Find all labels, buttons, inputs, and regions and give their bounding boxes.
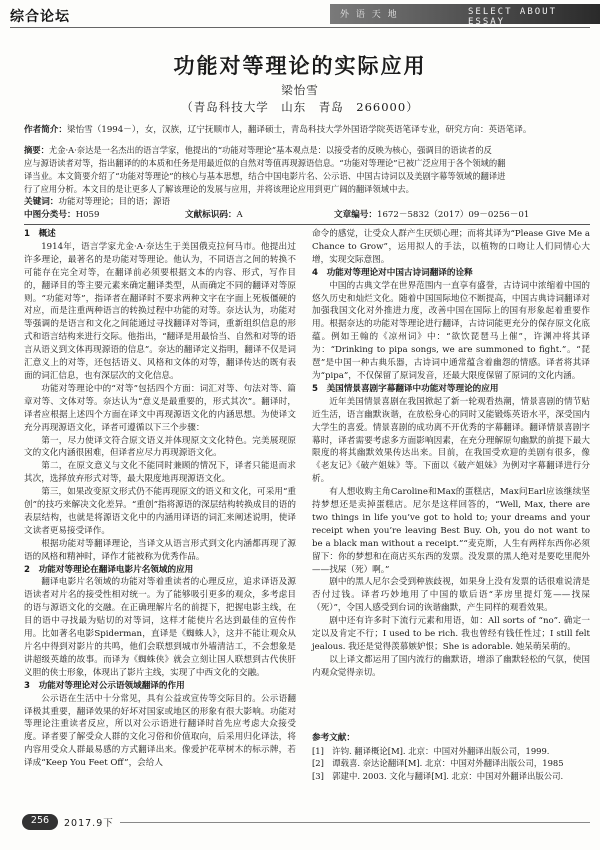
keywords-text: 功能对等理论；目的语；源语 (58, 197, 171, 207)
abstract-label: 摘要： (24, 145, 49, 155)
abstract-line: 行了应用分析。本文目的是让更多人了解该理论的发展与应用，并将该理论应用到更广阔的翻译领域中去。 (24, 184, 414, 194)
abstract-line: 摘要：尤金·A·奈达是一名杰出的语言学家，他提出的“功能对等理论”基本观点是：以接受者的反映为核心，强调目的语读者的反 (24, 145, 492, 155)
reference-item: [3] 郭建中. 2003. 文化与翻译[M]. 北京：中国对外翻译出版公司. (312, 770, 564, 781)
body-paragraph: 以上译文都运用了国内流行的幽默语，增添了幽默轻松的气氛，使国内观众觉得亲切。 (312, 654, 590, 678)
body-paragraph: 有人想收购主角Caroline和Max的蛋糕店，Max问Earl应该继续坚持梦想还是卖掉蛋糕店。尼尔是这样回答的，“Well, Max, there are two things in life you’ve got to hold to; your dreams and your receipt when you’re leaving Best Buy. Oh, you do not want to be a black man without a receipt.”“麦克斯，人生有两样东西你必须留下：你的梦想和在商店买东西的发票。没发票的黑人绝对是要吃里爬外——找屎（死）啊。” (312, 487, 590, 575)
article-id: 文章编号：1672－5832（2017）09－0256－01 (334, 210, 530, 220)
paper-title: 功能对等理论的实际应用 (173, 54, 427, 78)
section-heading: 3 功能对等理论对公示语领域翻译的作用 (24, 680, 185, 691)
abstract-line: 译当业。本文简要介绍了“功能对等理论”的核心与基本思想，结合中国电影片名、公示语、中国古诗词以及美剧字幕等领域的翻译进 (24, 171, 506, 181)
references (312, 732, 590, 782)
reference-item: [1] 许钧. 翻译概论[M]. 北京：中国对外翻译出版公司，1999. (312, 745, 550, 756)
body-paragraph: 第二，在原文意义与文化不能同时兼顾的情况下，译者只能退而求其次，选择放弃形式对等，最大限度地再现源语文化。 (24, 461, 296, 485)
section-heading: 5 美国情景喜剧字幕翻译中功能对等理论的应用 (312, 383, 499, 394)
right-column (312, 228, 590, 680)
section-label: 综合论坛 (10, 9, 70, 25)
left-column (24, 228, 296, 770)
clc-number: H059 (75, 210, 100, 220)
body-paragraph: 功能对等理论中的“对等”包括四个方面：词汇对等、句法对等、篇章对等、文体对等。奈达认为“意义是最重要的，形式其次”。翻译时，译者应根据上述四个方面在译文中再现源语文化的内涵思想。为使译文充分再现源语文化，译者可遵循以下三个步骤： (24, 383, 296, 433)
classification-line: 中图分类号：H059 文献标识码：A (24, 210, 243, 220)
reference-item: [2] 谭载喜. 奈达论翻译[M]. 北京：中国对外翻译出版公司，1985 (312, 758, 564, 769)
body-paragraph: 第三，如果改变原文形式仍不能再现原文的语义和文化，可采用“重创”的技巧来解决文化差异。“重创”指将源语的深层结构转换成目的语的表层结构，也就是将源语文化中的内涵用译语的词汇来阐述说明，使译文读者更易接受译作。 (24, 487, 296, 536)
section-heading: 2 功能对等理论在翻译电影片名领域的应用 (24, 564, 194, 575)
keywords (24, 196, 584, 209)
document-code: A (236, 210, 243, 220)
running-header (0, 0, 600, 30)
body-paragraph: 1914年，语言学家尤金·A·奈达生于美国俄克拉何马市。他提出过许多理论，最著名的是功能对等理论。他认为，不同语言之间的转换不可能存在完全对等，在翻译前必须要根据文本的内容、形式，写作目的，翻译目的等主要元素来确定翻译类型，从而确定不同的翻译对等原则。“功能对等”，指译者在翻译时不要求两种文字在字面上死板僵硬的对应，而是注重两种语言的转换过程中功能的对等。奈达认为，功能对等强调的是语言和文化之间能通过寻找翻译对等词，重新组织信息的形式和语言结构来进行交际。他指出，“翻译是用最恰当、自然和对等的语言从语义到文体再现源语的信息”。奈达的翻译定义指明，翻译不仅是词汇意义上的对等，还包括语义、风格和文体的对等，翻译传达的既有表面的词汇信息，也有深层次的文化信息。 (24, 241, 296, 381)
abstract-line: 应与源语读者对等，指出翻译的的本质和任务是用最近似的自然对等值再现源语信息。“功能对等理论”已被广泛应用于各个领域的翻 (24, 158, 506, 168)
issue-date: 2017.9下 (64, 818, 114, 829)
body-paragraph: 翻译电影片名领域的功能对等着重读者的心理反应，追求译语及源语读者对片名的接受性相对统一。为了能够吸引更多的观众，多考虑目的语与源语文化的交融。在正确理解片名的前提下，把握电影主线，在目的语中寻找最为贴切的对等词，这样才能使片名达到最佳的宣传作用。比如著名电影Spiderman，直译是《蜘蛛人》，这并不能让观众从片名中得到对影片的共鸣，他们会联想到城市外墙清洁工，不会想象是讲超级英雄的故事。而译为《蜘蛛侠》就会立刻让国人联想到古代侠肝义胆的侠士形象，体现出了影片主线，实现了中西文化的交融。 (24, 577, 296, 678)
body-paragraph: 根据功能对等翻译理论，当译文从语言形式到文化内涵都再现了源语的风格和精神时，译作才能被称为优秀作品。 (24, 538, 296, 562)
references-title: 参考文献： (312, 733, 355, 743)
author-intro-text: 梁怡雪（1994－），女，汉族，辽宁抚顺市人，翻译硕士，青岛科技大学外国语学院英语笔译专业，研究方向：英语笔译。 (66, 125, 532, 135)
body-paragraph: 第一，尽力使译文符合原文语义并体现原文文化特色。完美展现原文的文化内涵很困难，但译者应尽力再现源语文化。 (24, 435, 296, 459)
header-band-left-text: 外 语 天 地 (340, 10, 399, 20)
body-paragraph: 公示语在生活中十分常见，具有公益或宣传等交际目的。公示语翻译极其重要，翻译效果的好坏对国家或地区的形象有很大影响。功能对等理论注重读者反应，所以对公示语进行翻译时首先应考虑大众接受度。译者要了解受众人群的文化习俗和价值取向，后采用归化译法，将内容用受众人群最易感的方式翻译出来。像爱护花草树木的标示牌，若译成“Keep You Feet Off”，会给人 (24, 693, 296, 769)
body-paragraph: 剧中还有许多时下流行元素和用语，如：All sorts of “no”. 确定一定以及肯定不行；I used to be rich. 我也曾经有钱任性过；I still felt jealous. 我还是觉得羡慕嫉妒恨；She is adorable. 她呆萌呆萌的。 (312, 616, 590, 652)
author-affiliation: （青岛科技大学 山东 青岛 266000） (181, 100, 419, 114)
footer-rule (120, 822, 590, 823)
header-separator (24, 224, 590, 225)
keywords-label: 关键词： (24, 197, 59, 207)
header-rule (10, 27, 590, 28)
section-heading: 4 功能对等理论对中国古诗词翻译的诠释 (312, 267, 473, 278)
author-intro-label: 作者简介： (24, 125, 67, 135)
header-band-right-text: SELECT ABOUT ESSAY (468, 7, 558, 27)
author-intro (24, 124, 584, 137)
body-paragraph: 中国的古典文学在世界范围内一直享有盛誉，古诗词中浓缩着中国的悠久历史和灿烂文化。随着中国国际地位不断提高，中国古典诗词翻译对加强我国文化对外推进力度，改善中国在国际上的国有形象起着重要作用。根据奈达的功能对等理论进行翻译，古诗词能更充分的保存原文化底蕴。例如王翰的《凉州词》中：“欲饮琵琶马上催”，许渊冲将其译为：“Drinking to pipa songs, we are summoned to fight.”。“琵琶”是中国一种古典乐器，古诗词中通常蕴含着幽怨的情感。译者将其译为“pipa”，不仅保留了原词发音，还最大限度保留了原词的文化内涵。 (312, 280, 590, 381)
page-number: 256 (30, 815, 50, 826)
body-paragraph: 命令的感觉，让受众人群产生厌烦心理；而将其译为“Please Give Me a Chance to Grow”，运用拟人的手法，以植物的口吻让人们同情心大增，实现交际意图。 (312, 229, 590, 265)
section-heading: 1 概述 (24, 229, 56, 239)
body-paragraph: 近年美国情景喜剧在我国掀起了新一轮观看热潮，情景喜剧的情节贴近生活，语言幽默诙谐，在放松身心的同时又能锻炼英语水平，深受国内大学生的喜爱。情景喜剧的成功离不开优秀的字幕翻译。翻译情景喜剧字幕时，译者需要考虑多方面影响因素，在充分理解原句幽默的前提下最大限度的将其幽默效果传达出来。目前，在我国受欢迎的美剧有很多，像《老友记》《破产姐妹》等。下面以《破产姐妹》为例对字幕翻译进行分析。 (312, 396, 590, 485)
author-name: 梁怡雪 (281, 83, 319, 97)
body-paragraph: 剧中的黑人尼尔会受到种族歧视，如果身上没有发票的话很难说清是否付过钱。译者巧妙地用了中国的歇后语“茅房里提灯笼——找屎（死）”，令国人感受到台词的诙谐幽默，产生同样的观看效果。 (312, 577, 590, 614)
